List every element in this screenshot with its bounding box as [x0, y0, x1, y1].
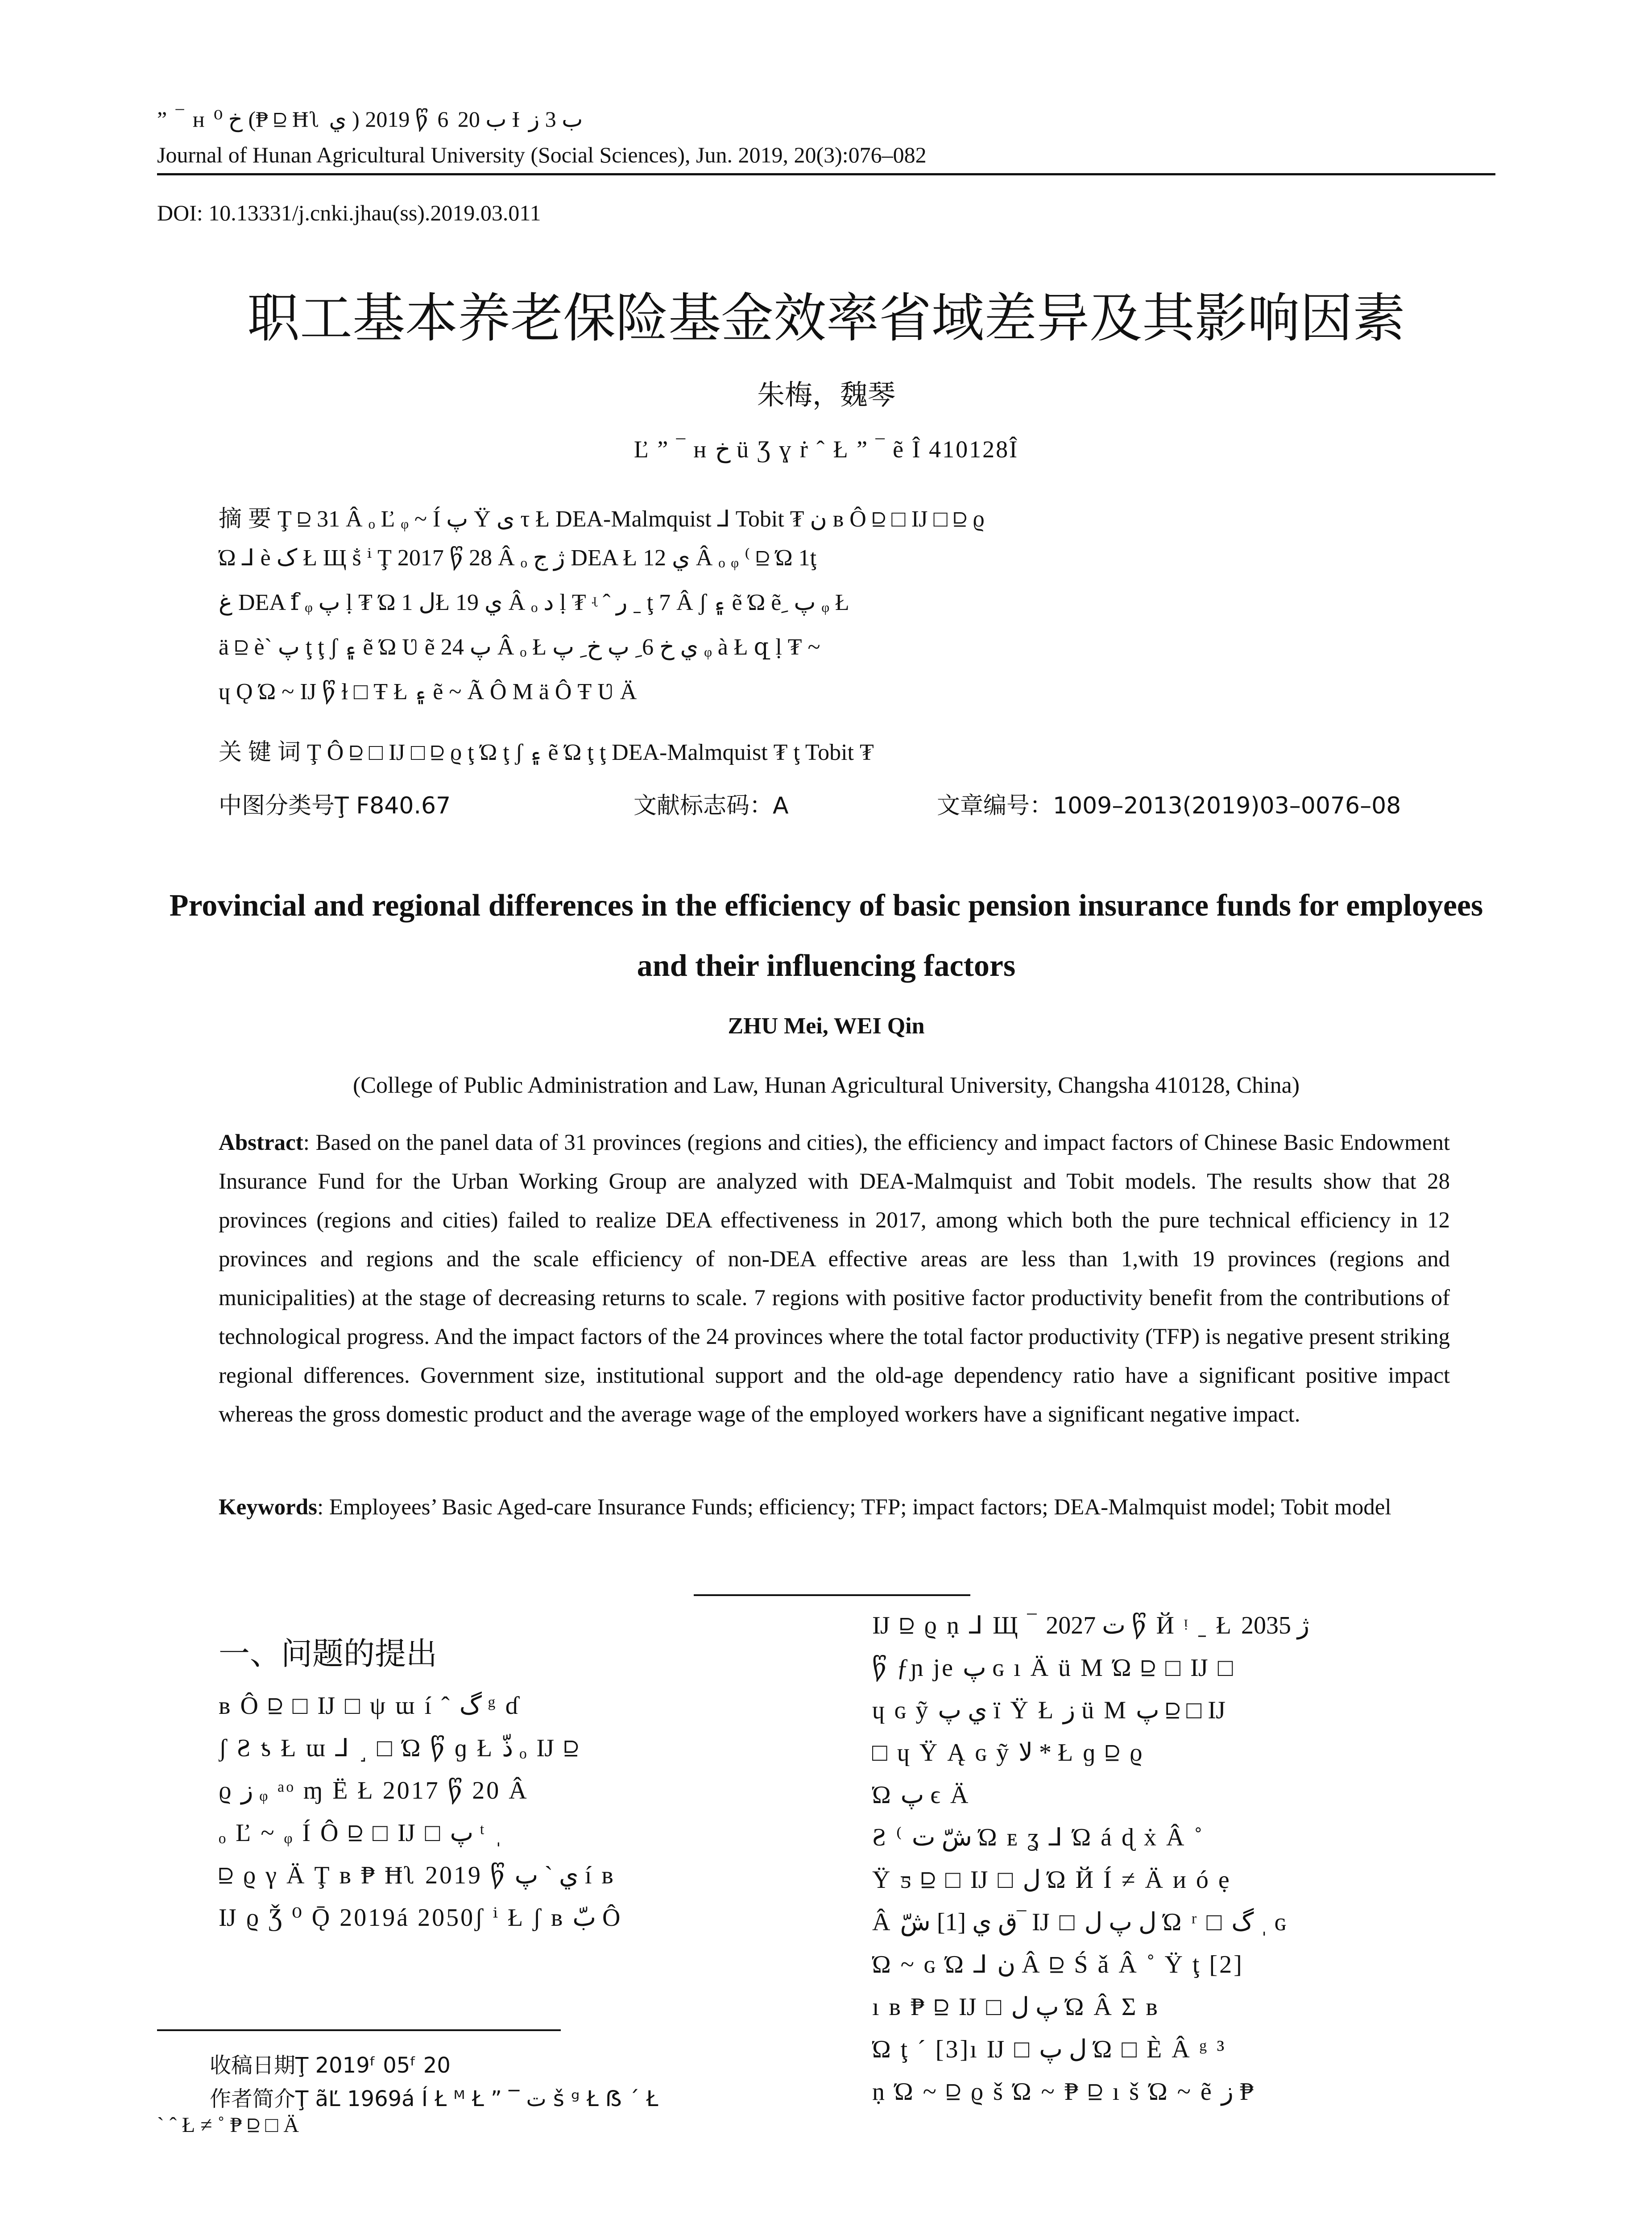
body-right-line: Ώ پ ϵ Ä: [872, 1781, 970, 1809]
document-code: 文献标志码：A: [633, 792, 789, 819]
journal-citation: Journal of Hunan Agricultural University (Social Sciences), Jun. 2019, 20(3):076–082: [157, 142, 927, 167]
abstract-cn-text: Ţ ⫒ 31 Â ₒ Ľ ᵩ ~ Í پ Ÿ ی τ Ł DEA-Malmquist ⅃ Tobit ₮ ن ʙ Ô ⫒ □ Ĳ □ ⫒ ϱ: [277, 506, 985, 532]
author-intro-cont: ` ˆ Ł ≠ ˚ ₱ ⫒ □ Ä: [157, 2113, 299, 2137]
body-right-line: ı ʙ ₱ ⫒ Ĳ □ پ ل Ώ Â Σ ʙ: [872, 1993, 1159, 2021]
paper-title-cn: 职工基本养老保险基金效率省域差异及其影响因素: [247, 287, 1405, 349]
authors-en: ZHU Mei, WEI Qin: [728, 1013, 925, 1039]
body-right-line: Ÿ ƽ ⫒ □ Ĳ □ ل Ώ Й Í ≠ Ä и ó ẹ: [872, 1866, 1231, 1894]
body-left-line: ₒ Ľ ~ ᵩ Í Ô ⫒ □ Ĳ □ پ ᵗ ˌ: [219, 1819, 505, 1847]
authors-cn: 朱梅，魏琴: [757, 378, 895, 411]
body-right-line: ṇ Ώ ~ ⫒ ϱ š Ώ ~ ₱ ⫒ ı š Ώ ~ ẽ ز ₱: [872, 2078, 1254, 2106]
clc-number: 中图分类号Ţ F840.67: [219, 792, 451, 819]
article-number: 文章编号：1009–2013(2019)03–0076–08: [937, 792, 1401, 819]
paper-title-en: Provincial and regional differences in the efficiency of basic pension insurance funds for employees and their influencing factors: [169, 888, 1483, 983]
running-header-garbled: ” ‾ ʜ خ ⁰ (₱ ⫒ Ħʅ ي ) 2019 წ 6 ب 20 Ɨ ب 3 ز: [157, 107, 583, 132]
author-intro: 作者简介Ţ ãĽ 1969á Í Ł ᴹ Ł ” ‾ ت š ᵍ Ł ẞ ´ Ł: [210, 2086, 658, 2111]
body-right-line: წ ƒɲ је پ ɢ ı Ä ü M Ώ ⫒ □ Ĳ □: [872, 1654, 1235, 1682]
abstract-cn-line: Ώ ⅃ è ک Ł Щ ṧ ⁱ Ţ 2017 წ 28 Â ₒ ژ ج DEA Ł ي 12 Â ₒ ᵩ ⁽ ⫒ Ώ 1ţ: [219, 545, 817, 571]
affiliation-cn: Ľ ” ‾ ʜ خ ü Ʒ ɣ ṙ ˆ Ł ” ‾ ẽ Î 410128Î: [633, 436, 1019, 463]
body-left-line: Ĳ ϱ Ǯ ⁰ Ǭ 2019á 2050ʃ ⁱ Ł ʃ ʙ بّ Ô: [219, 1904, 622, 1932]
abstract-cn-line: ɥ Ǫ Ώ ~ Ĳ წ ɫ □ Ŧ Ł ۽ ẽ ~ Ã Ô M ä Ô Ŧ Ʋ Ä: [219, 679, 637, 705]
abstract-en: [219, 1124, 1450, 1434]
body-right-line: Â ق ي [1] شّ‾ Ĳ □ ل پ ل Ώ ʳ □ گ ˌ ɢ: [872, 1908, 1288, 1936]
section-divider: [694, 1594, 970, 1596]
body-right-line: ɥ ɢ ỹ ي پ ï Ÿ Ł ز ü M پ ⫒ □ Ĳ: [872, 1696, 1227, 1724]
keywords-cn: [219, 733, 1450, 767]
abstract-en-text: : Based on the panel data of 31 provinces (regions and cities), the efficiency and impact factors of Chinese Basic Endowment Insurance Fund for the Urban Working Group are analyzed with DEA-Malmquist and Tobit models. The results show that 28 provinces (regions and cities) failed to realize DEA effectiveness in 2017, among which both the pure technical efficiency in 12 provinces and regions and the scale efficiency of non-DEA effective areas are less than 1,with 19 provinces (regions and municipalities) at the stage of decreasing returns to scale. 7 regions with positive factor productivity benefit from the contributions of technological progress. And the impact factors of the 24 provinces where the total factor productivity (TFP) is negative present striking regional differences. Government size, institutional support and the old-age dependency ratio have a significant positive impact whereas the gross domestic product and the average wage of the employed workers have a significant negative impact.: [219, 1130, 1450, 1427]
body-right-line: □ ɥ Ÿ Ą ɢ ỹ لا * Ł ɡ ⫒ ϱ: [872, 1739, 1144, 1767]
abstract-cn-line: غ DEA ẝ ᵩ پ ḷ ₮ Ώ ل 1Ł ي 19 Â ₒ د ḷ ₮ ʵ ˆ ر ˍ ţ 7 Â ʃ ۽ ẽ Ώ ẽ ِ پ ᵩ Ł: [219, 590, 849, 615]
keywords-en: [219, 1488, 1450, 1527]
body-right-line: Ώ ţ ˊ [3]ı Ĳ □ ل پ Ώ □ È Â ᵍ ³: [872, 2036, 1226, 2063]
body-left-line: ʃ Ƨ ƾ Ł ɯ ⅃ ˼ □ Ώ წ ɡ Ł ذّ ₒ Ĳ ⫒: [219, 1734, 580, 1762]
footnote-rule: [157, 2029, 561, 2031]
body-left-line: ʙ Ô ⫒ □ Ĳ □ ψ ɯ í ˆ گ ᵍ ɗ: [219, 1692, 520, 1720]
abstract-cn-label: 摘要: [219, 506, 278, 532]
keywords-en-label: Keywords: [219, 1495, 317, 1520]
doi: DOI: 10.13331/j.cnki.jhau(ss).2019.03.011: [157, 200, 541, 225]
body-right-line: Ƨ ⁽ شّ ت Ώ ᴇ ʓ ⅃ Ώ á ɖ ẋ Â ˚: [872, 1824, 1205, 1851]
body-right-line: Ĳ ⫒ ϱ ṇ ⅃ Щ ‾ ت 2027 წ Й ᵎ ˍ Ł ژ 2035: [872, 1612, 1310, 1639]
received-date: 收稿日期Ţ 2019ᶠ 05ᶠ 20: [210, 2053, 451, 2078]
abstract-cn-line: [219, 500, 1450, 533]
keywords-cn-text: Ţ Ô ⫒ □ Ĳ □ ⫒ ϱ ţ Ώ ţ ʃ ۽ ẽ Ώ ţ ţ DEA-Malmquist ₮ ţ Tobit ₮: [307, 740, 874, 765]
keywords-cn-label: 关键词: [219, 739, 307, 766]
body-left-line: ϱ ز ᵩ ᵃᵒ ɱ Ë Ł 2017 წ 20 Â: [219, 1777, 529, 1804]
abstract-en-label: Abstract: [219, 1130, 303, 1155]
section-heading: 一、问题的提出: [219, 1635, 437, 1672]
body-right-line: Ώ ~ ɢ Ώ ⅃ ن Â ⫒ Ś ǎ Â ˚ Ÿ ţ [2]: [872, 1951, 1244, 1978]
affiliation-en: (College of Public Administration and Law, Hunan Agricultural University, Changsha 410128, China): [352, 1073, 1300, 1098]
header-rule: [157, 173, 1495, 175]
body-left-line: ⫒ ϱ γ Ä Ţ ʙ ₱ Ħʅ 2019 წ ي ` پ í ʙ: [219, 1862, 615, 1889]
abstract-cn-line: ä ⫒ è` پ ţ ţ ʃ ۽ ẽ Ώ Ʋ ẽ پ 24 Â ₒ Ł ي خ 6 ِ پ خ ِ پ ᵩ à Ł զ ḷ ₮ ~: [219, 634, 820, 660]
keywords-en-text: : Employees’ Basic Aged-care Insurance Funds; efficiency; TFP; impact factors; DEA-Malmquist model; Tobit model: [317, 1495, 1391, 1520]
